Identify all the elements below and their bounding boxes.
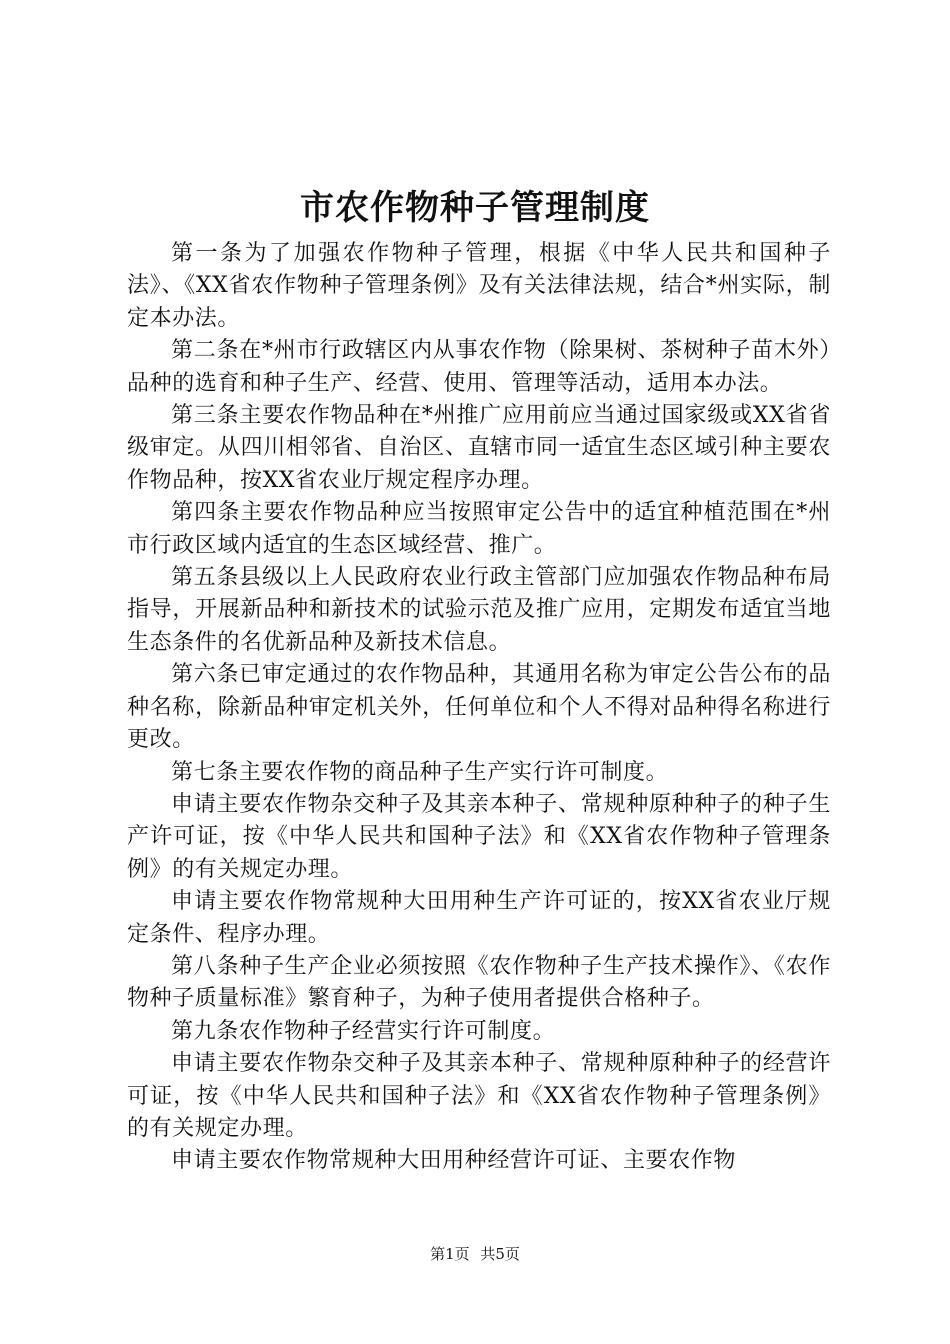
paragraph-9: 申请主要农作物常规种大田用种生产许可证的，按XX省农业厅规定条件、程序办理。 — [127, 889, 831, 947]
paragraph-13: 申请主要农作物常规种大田用种经营许可证、主要农作物 — [171, 1148, 737, 1174]
page-footer — [0, 1244, 950, 1264]
page-number: 第1页 — [430, 1245, 470, 1263]
paragraph-1: 第一条为了加强农作物种子管理，根据《中华人民共和国种子法》、《XX省农作物种子管理条例》及有关法律法规，结合*州实际，制定本办法。 — [127, 241, 831, 331]
document-body — [127, 238, 831, 1178]
page-total: 共5页 — [480, 1245, 520, 1263]
paragraph-12: 申请主要农作物杂交种子及其亲本种子、常规种原种种子的经营许可证，按《中华人民共和国种子法》和《XX省农作物种子管理条例》的有关规定办理。 — [127, 1051, 831, 1141]
paragraph-10: 第八条种子生产企业必须按照《农作物种子生产技术操作》、《农作物种子质量标准》繁育种子，为种子使用者提供合格种子。 — [127, 953, 831, 1012]
document-title: 市农作物种子管理制度 — [300, 188, 650, 228]
paragraph-11: 第九条农作物种子经营实行许可制度。 — [171, 1018, 556, 1044]
paragraph-5: 第五条县级以上人民政府农业行政主管部门应加强农作物品种布局指导，开展新品种和新技术的试验示范及推广应用，定期发布适宜当地生态条件的名优新品种及新技术信息。 — [127, 565, 831, 655]
paragraph-4: 第四条主要农作物品种应当按照审定公告中的适宜种植范围在*州市行政区域内适宜的生态区域经营、推广。 — [127, 500, 831, 558]
paragraph-2: 第二条在*州市行政辖区内从事农作物（除果树、茶树种子苗木外）品种的选育和种子生产、经营、使用、管理等活动，适用本办法。 — [127, 338, 831, 396]
paragraph-7: 第七条主要农作物的商品种子生产实行许可制度。 — [171, 759, 669, 785]
paragraph-8: 申请主要农作物杂交种子及其亲本种子、常规种原种种子的种子生产许可证，按《中华人民共和国种子法》和《XX省农作物种子管理条例》的有关规定办理。 — [127, 791, 831, 882]
paragraph-3: 第三条主要农作物品种在*州推广应用前应当通过国家级或XX省省级审定。从四川相邻省、自治区、直辖市同一适宜生态区域引种主要农作物品种，按XX省农业厅规定程序办理。 — [127, 403, 831, 493]
paragraph-6: 第六条已审定通过的农作物品种，其通用名称为审定公告公布的品种名称，除新品种审定机关外，任何单位和个人不得对品种得名称进行更改。 — [127, 662, 831, 753]
